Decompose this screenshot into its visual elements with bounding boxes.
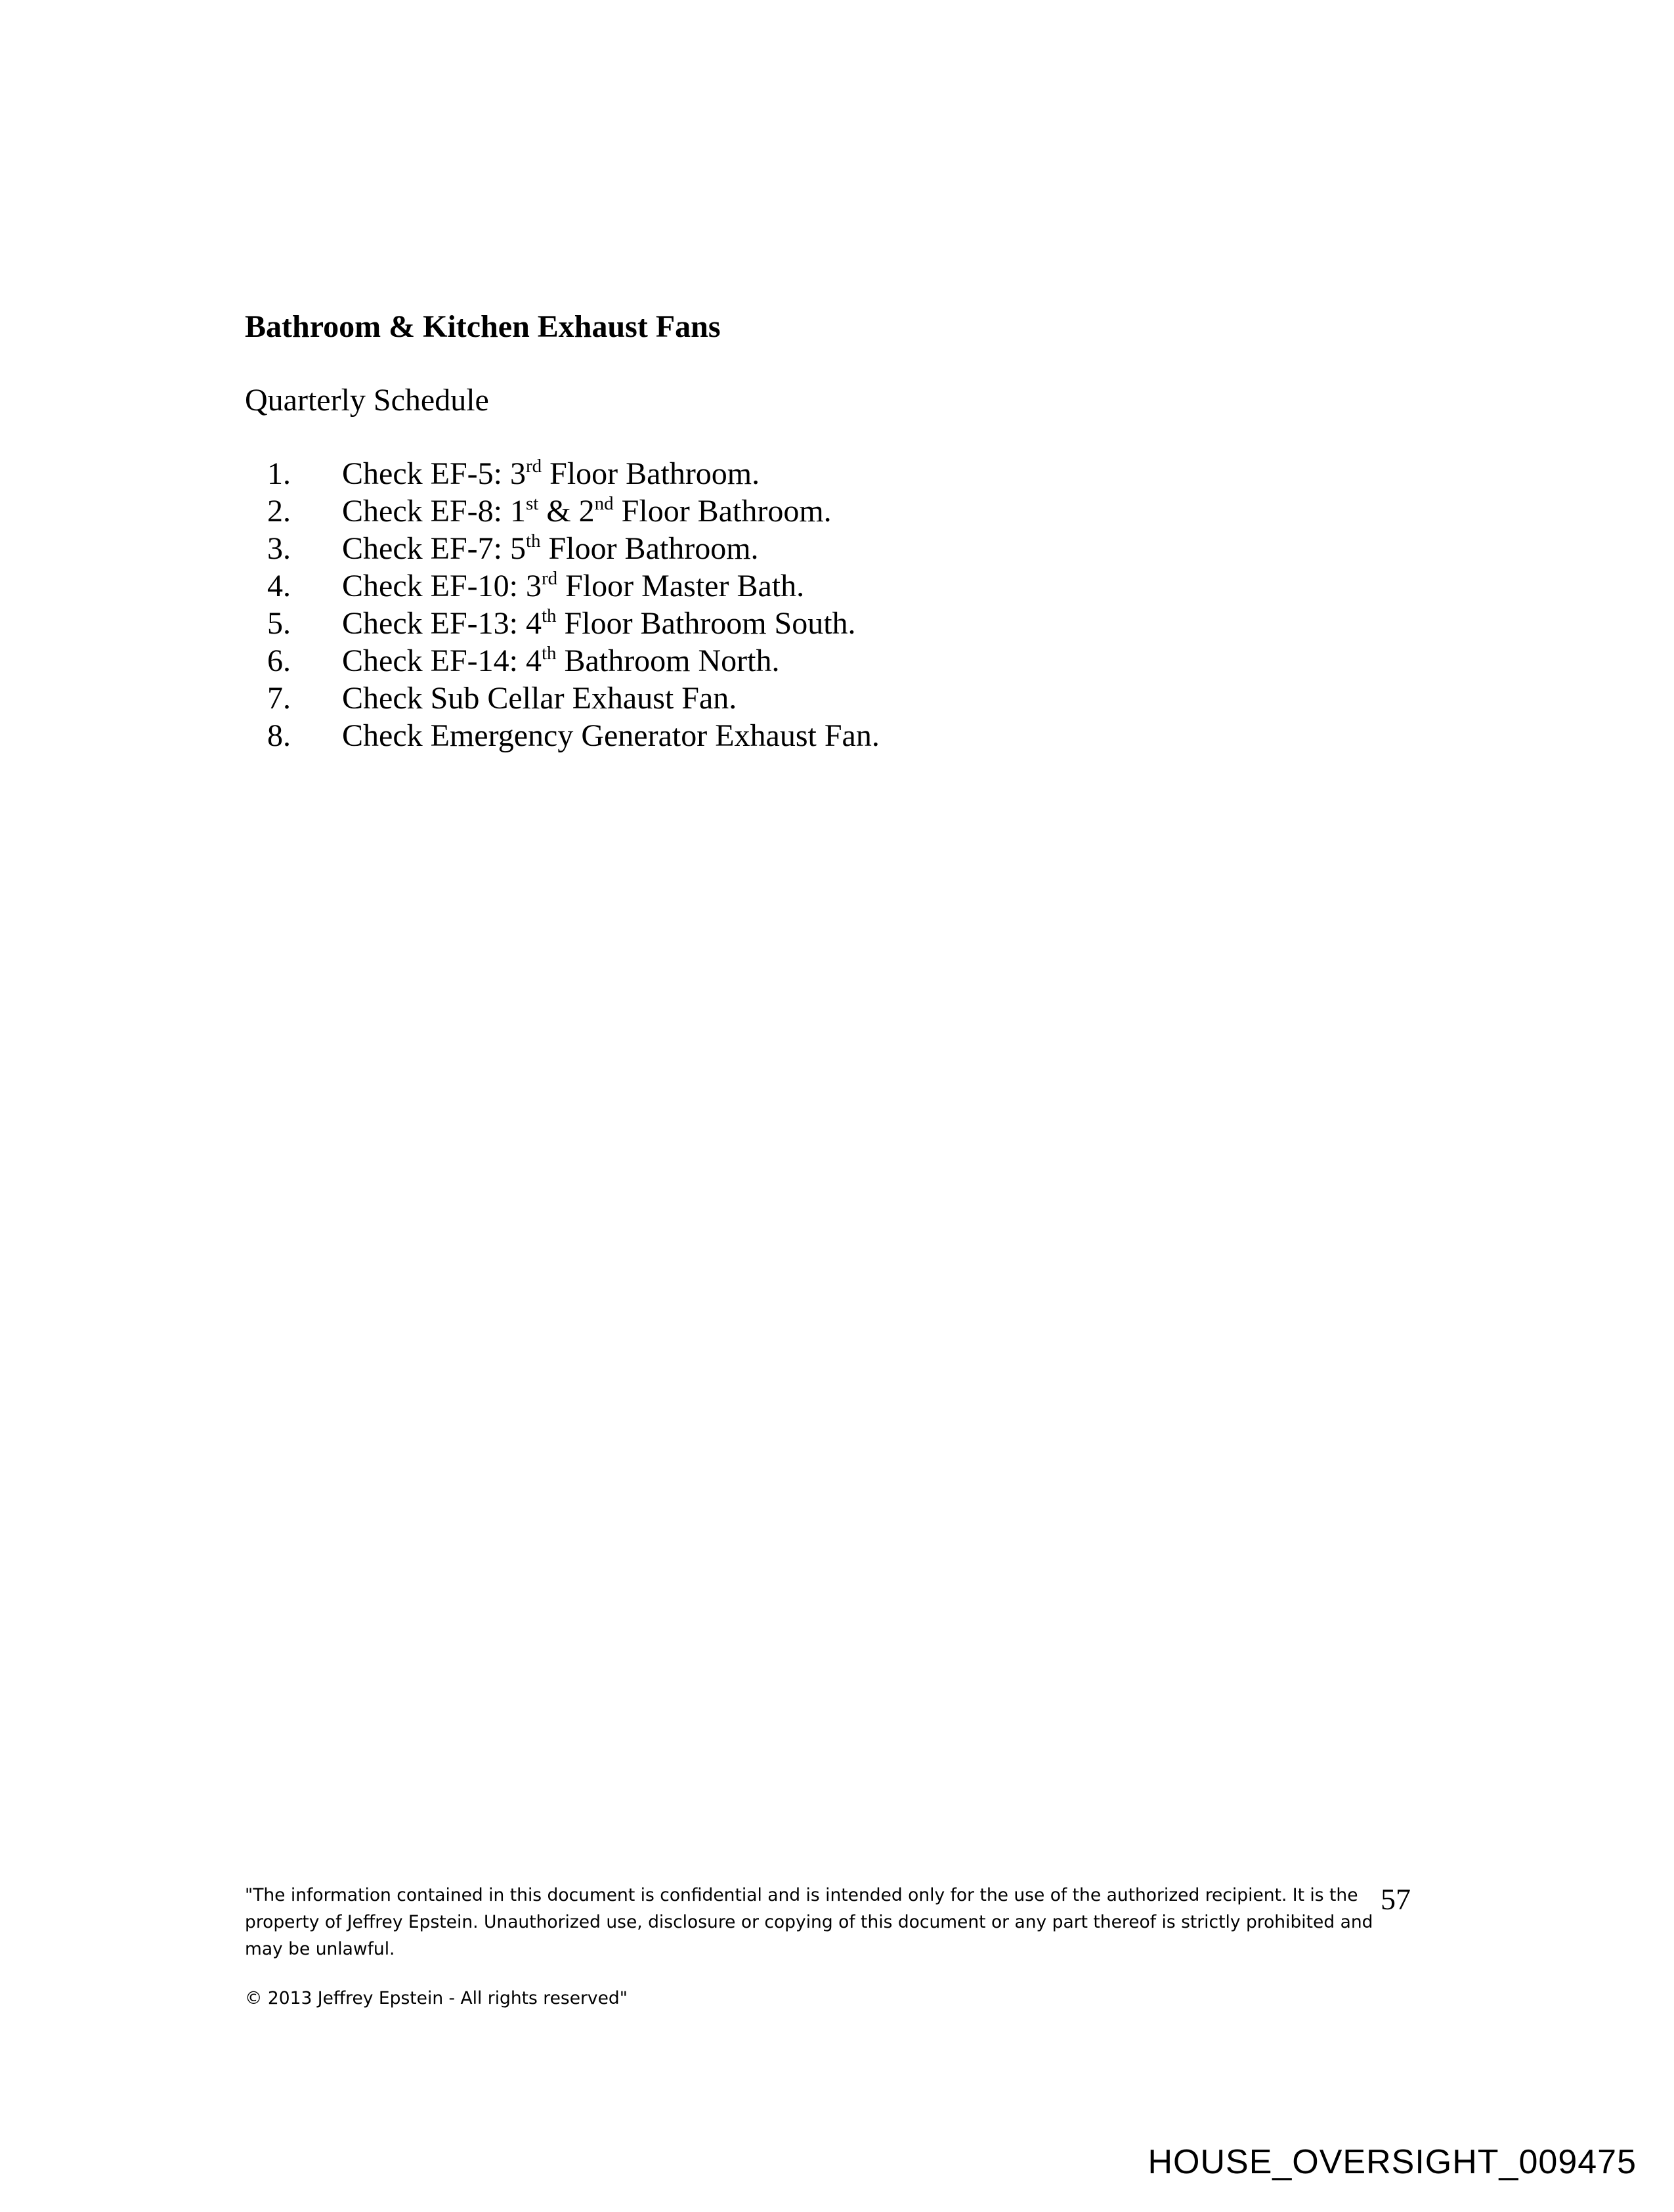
task-text: Check EF-7: 5th Floor Bathroom.: [342, 531, 759, 566]
confidentiality-notice: "The information contained in this document is confidential and is intended only for the use of the authorized recipient. It is the property of Jeffrey Epstein. Unauthorized use, disclosure or copying of this document or any part thereof is strictly prohibited and may be unlawful.: [245, 1885, 1373, 1959]
task-item: [245, 680, 737, 717]
task-number: 1.: [267, 456, 291, 491]
task-item: [245, 642, 780, 680]
task-item: [245, 530, 759, 567]
page-number: 57: [1381, 1882, 1411, 1916]
task-text: Check Sub Cellar Exhaust Fan.: [342, 681, 737, 716]
task-text: Check EF-13: 4th Floor Bathroom South.: [342, 605, 856, 641]
task-number: 8.: [267, 718, 291, 753]
task-item: [245, 492, 832, 530]
copyright-notice: © 2013 Jeffrey Epstein - All rights reserved": [245, 1988, 628, 2008]
task-number: 2.: [267, 494, 291, 529]
task-item: [245, 455, 760, 492]
bates-number: HOUSE_OVERSIGHT_009475: [1148, 2143, 1637, 2181]
task-text: Check EF-10: 3rd Floor Master Bath.: [342, 568, 805, 603]
task-list: [245, 455, 880, 754]
schedule-subtitle: Quarterly Schedule: [245, 383, 489, 418]
task-number: 5.: [267, 606, 291, 641]
task-text: Check EF-14: 4th Bathroom North.: [342, 643, 780, 678]
page-title: Bathroom & Kitchen Exhaust Fans: [245, 309, 721, 344]
task-item: [245, 717, 880, 754]
task-number: 6.: [267, 643, 291, 678]
task-item: [245, 605, 856, 642]
task-text: Check EF-5: 3rd Floor Bathroom.: [342, 456, 760, 491]
task-number: 7.: [267, 681, 291, 716]
task-text: Check Emergency Generator Exhaust Fan.: [342, 718, 880, 753]
task-item: [245, 567, 805, 605]
task-number: 3.: [267, 531, 291, 566]
task-text: Check EF-8: 1st & 2nd Floor Bathroom.: [342, 493, 832, 529]
task-number: 4.: [267, 569, 291, 603]
